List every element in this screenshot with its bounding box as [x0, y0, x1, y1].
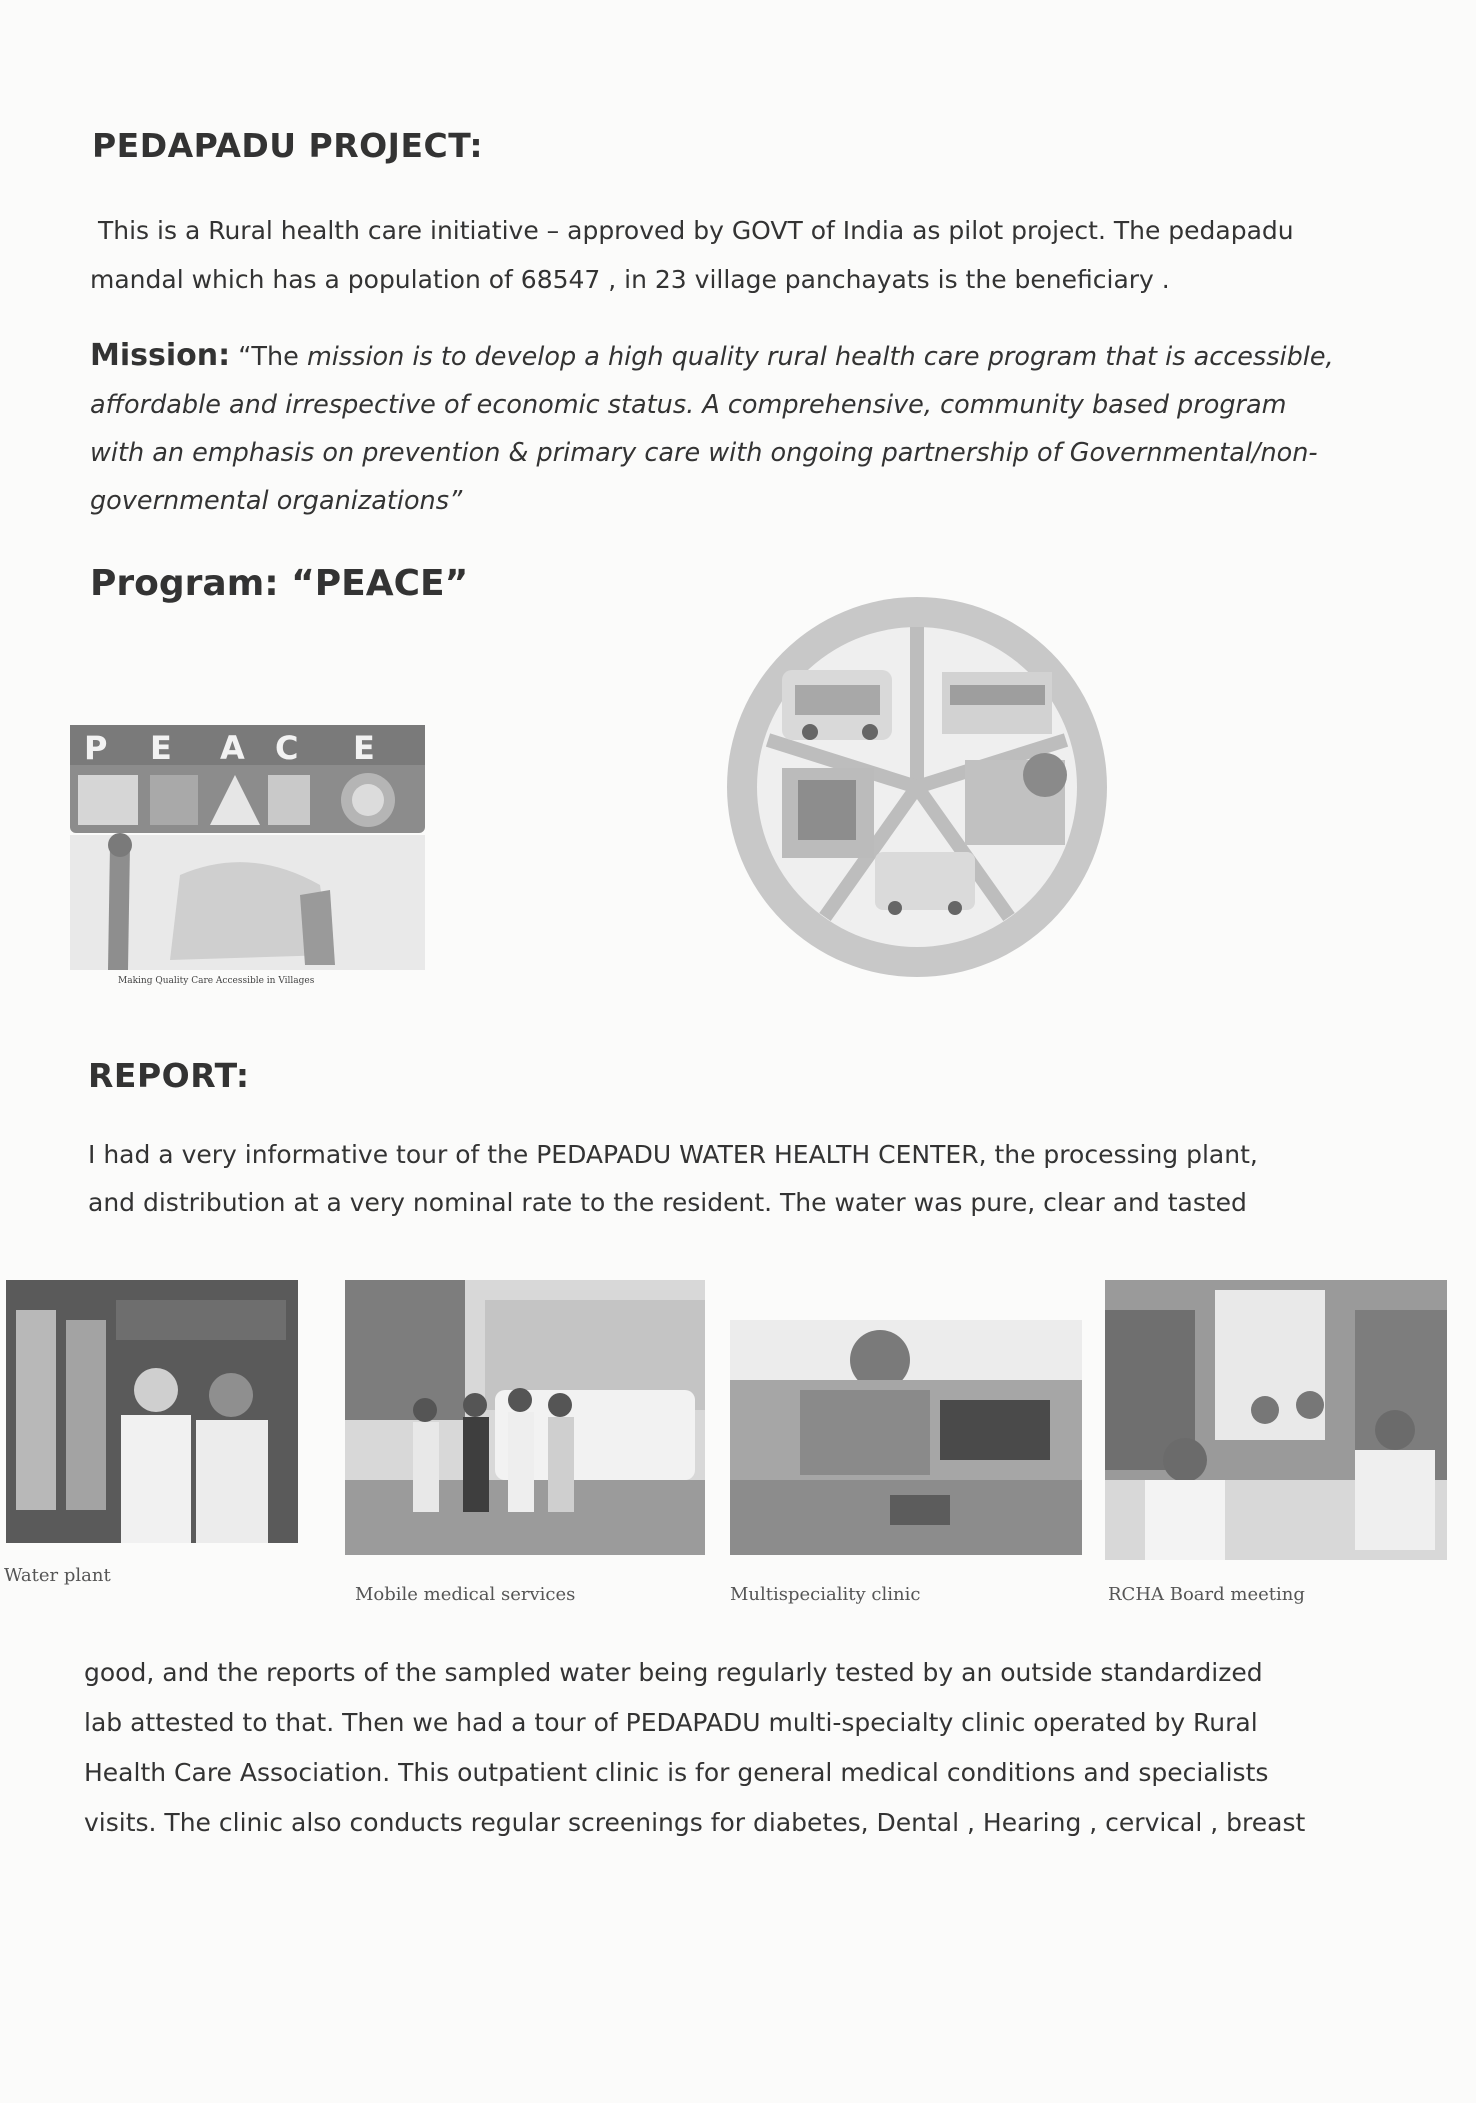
report-heading: REPORT:: [88, 1056, 250, 1095]
intro-line-1: This is a Rural health care initiative – approved by GOVT of India as pilot project. The pedapadu: [98, 216, 1294, 245]
program-heading: Program: “PEACE”: [90, 563, 469, 604]
photo-clinic: [730, 1320, 1082, 1555]
peace-wheel-image: [720, 590, 1115, 985]
report-cont-line-2: lab attested to that. Then we had a tour of PEDAPADU multi-specialty clinic operated by Rural: [84, 1708, 1258, 1737]
mission-label: Mission:: [90, 338, 231, 373]
caption-clinic: Multispeciality clinic: [730, 1584, 921, 1605]
photo-board-meeting: [1105, 1280, 1447, 1560]
report-cont-line-1: good, and the reports of the sampled water being regularly tested by an outside standardized: [84, 1658, 1263, 1687]
mission-line-1: Mission: “The mission is to develop a high quality rural health care program that is accessible,: [90, 338, 1334, 373]
mission-line-4: governmental organizations”: [90, 486, 463, 516]
report-cont-line-4: visits. The clinic also conducts regular screenings for diabetes, Dental , Hearing , cervical , breast: [84, 1808, 1306, 1837]
logo-tagline: Making Quality Care Accessible in Villages: [118, 976, 315, 986]
logo-letter-p: P: [84, 729, 108, 767]
intro-line-2: mandal which has a population of 68547 , in 23 village panchayats is the beneficiary .: [90, 265, 1170, 294]
caption-mobile-medical: Mobile medical services: [355, 1584, 576, 1605]
photo-mobile-medical: [345, 1280, 705, 1555]
peace-wheel-graphic: [720, 590, 1115, 985]
report-cont-line-3: Health Care Association. This outpatient clinic is for general medical conditions and specialists: [84, 1758, 1269, 1787]
clinic-image: [730, 1320, 1082, 1555]
mission-block: [90, 332, 1430, 525]
mission-line-3: with an emphasis on prevention & primary care with ongoing partnership of Governmental/non-: [90, 438, 1318, 468]
water-plant-image: [6, 1280, 298, 1543]
project-heading: PEDAPADU PROJECT:: [92, 126, 484, 165]
caption-board-meeting: RCHA Board meeting: [1108, 1584, 1305, 1605]
photo-water-plant: [6, 1280, 298, 1543]
logo-letter-e1: E: [150, 729, 172, 767]
caption-water-plant: Water plant: [4, 1565, 111, 1586]
report-line-1: I had a very informative tour of the PEDAPADU WATER HEALTH CENTER, the processing plant,: [88, 1140, 1258, 1169]
logo-letter-c: C: [275, 729, 299, 767]
mobile-medical-image: [345, 1280, 705, 1555]
peace-logo-graphic: [70, 725, 425, 990]
report-line-2: and distribution at a very nominal rate to the resident. The water was pure, clear and tasted: [88, 1188, 1247, 1217]
peace-logo-image: [70, 725, 425, 990]
board-meeting-image: [1105, 1280, 1447, 1560]
logo-letter-a: A: [220, 729, 245, 767]
logo-letter-e2: E: [353, 729, 375, 767]
mission-line-2: affordable and irrespective of economic status. A comprehensive, community based program: [90, 390, 1287, 420]
